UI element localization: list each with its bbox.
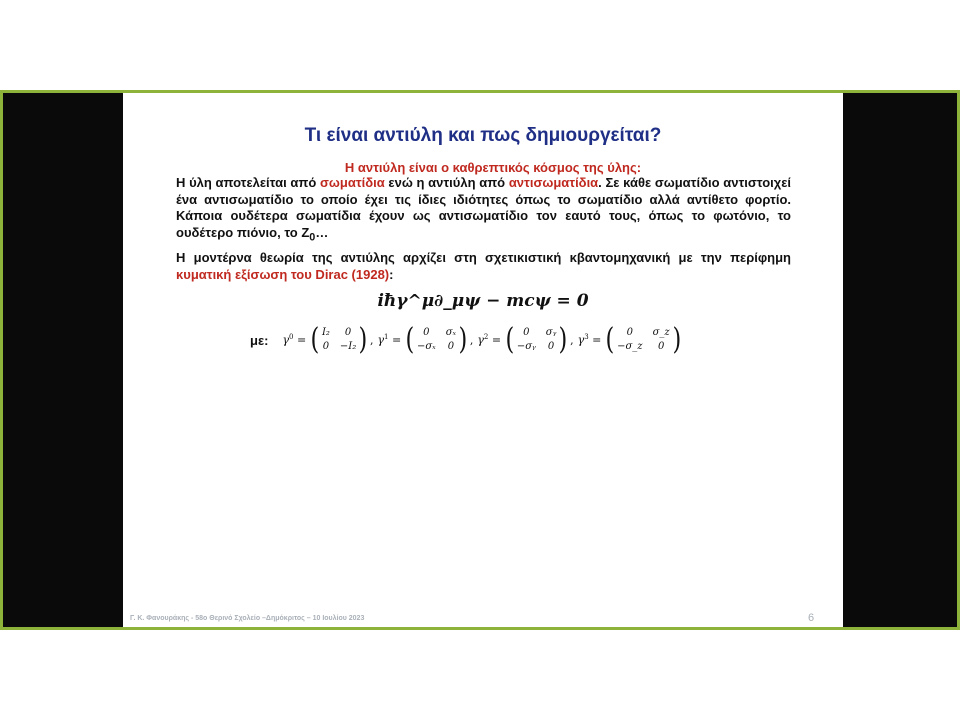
slide-footer: Γ. Κ. Φανουράκης - 58ο Θερινό Σχολείο –Δημόκριτος – 10 Ιουλίου 2023 (130, 615, 365, 622)
matrix-cell: −I₂ (339, 341, 357, 352)
matrix-cell: σ_z (652, 327, 670, 338)
text-run: ενώ η αντιύλη από (384, 175, 509, 190)
gamma-matrices (250, 320, 682, 360)
comma-separator: , (469, 333, 474, 347)
gamma-2-matrix (516, 326, 558, 354)
gamma-3-matrix (616, 326, 671, 354)
matrix-cell: 0 (322, 341, 330, 352)
comma-separator: , (570, 333, 574, 347)
gamma-3-symbol: $\gamma^3$ = (577, 333, 602, 347)
matrix-cell: 0 (423, 327, 430, 338)
paren-left-icon: ( (505, 322, 515, 357)
gamma-2-symbol: $\gamma^2$ = (477, 333, 502, 347)
paren-right-icon: ) (458, 322, 468, 357)
paragraph-dirac (176, 250, 791, 283)
z-subscript: 0 (309, 231, 316, 244)
paren-right-icon: ) (558, 322, 568, 357)
video-frame (0, 90, 960, 630)
gamma-0-symbol: $\gamma^0$ = (282, 333, 307, 347)
text-run: Η ύλη αποτελείται από (176, 175, 320, 190)
matrix-cell: −σ_z (617, 341, 643, 352)
matrix-cell: σᵧ (545, 327, 557, 338)
text-run: Η μοντέρνα θεωρία της αντιύλης αρχίζει στη σχετικιστική κβαντομηχανική με την περίφημη (176, 250, 791, 265)
matrix-cell: 0 (626, 327, 634, 338)
text-run: … (315, 224, 329, 240)
presentation-slide (123, 93, 843, 627)
highlight-dirac-equation: κυματική εξίσωση του Dirac (1928) (176, 266, 390, 282)
matrix-cell: −σᵧ (516, 341, 536, 352)
slide-title: Τι είναι αντιύλη και πως δημιουργείται? (304, 125, 662, 146)
text-run: : (389, 266, 394, 282)
matrix-cell: 0 (547, 341, 555, 352)
matrix-cell: σₓ (445, 327, 457, 338)
highlight-antiparticles: αντισωματίδια (508, 175, 599, 190)
gamma-0-matrix (321, 326, 357, 354)
matrix-cell: 0 (523, 327, 530, 338)
dirac-equation: iħγ^μ∂_μψ − mcψ = 0 (377, 291, 589, 311)
paragraph-particles (176, 175, 791, 246)
paren-left-icon: ( (405, 322, 415, 357)
text-run: . Σε κάθε σωματίδιο αντιστοιχεί ένα αντισωματίδιο το οποίο έχει τις ίδιες ιδιότητες όπως το σωματίδιο αλλά αντίθετο φορτίο. Κάποια ουδέτερα σωματίδια έχουν ως αντισωματίδιο τον εαυτό τους, όπως το φωτόνιο, το ουδέτερο πιόνιο, το Z (176, 175, 792, 240)
matrix-cell: −σₓ (416, 341, 436, 352)
matrices-label: με: (250, 332, 269, 348)
gamma-1-symbol: $\gamma^1$ = (377, 333, 402, 347)
page-number: 6 (808, 612, 815, 624)
matrix-list (280, 322, 682, 357)
highlight-particles: σωματίδια (320, 175, 385, 190)
paren-right-icon: ) (358, 322, 368, 357)
paren-left-icon: ( (605, 322, 615, 357)
matrix-cell: I₂ (321, 327, 330, 338)
gamma-1-matrix (416, 326, 457, 354)
matrix-cell: 0 (657, 341, 665, 352)
paren-left-icon: ( (310, 322, 320, 357)
matrix-cell: 0 (447, 341, 455, 352)
paren-right-icon: ) (672, 322, 681, 357)
slide-subtitle: Η αντιύλη είναι ο καθρεπτικός κόσμος της ύλης: (344, 160, 642, 175)
matrix-cell: 0 (344, 327, 352, 338)
comma-separator: , (369, 333, 374, 347)
